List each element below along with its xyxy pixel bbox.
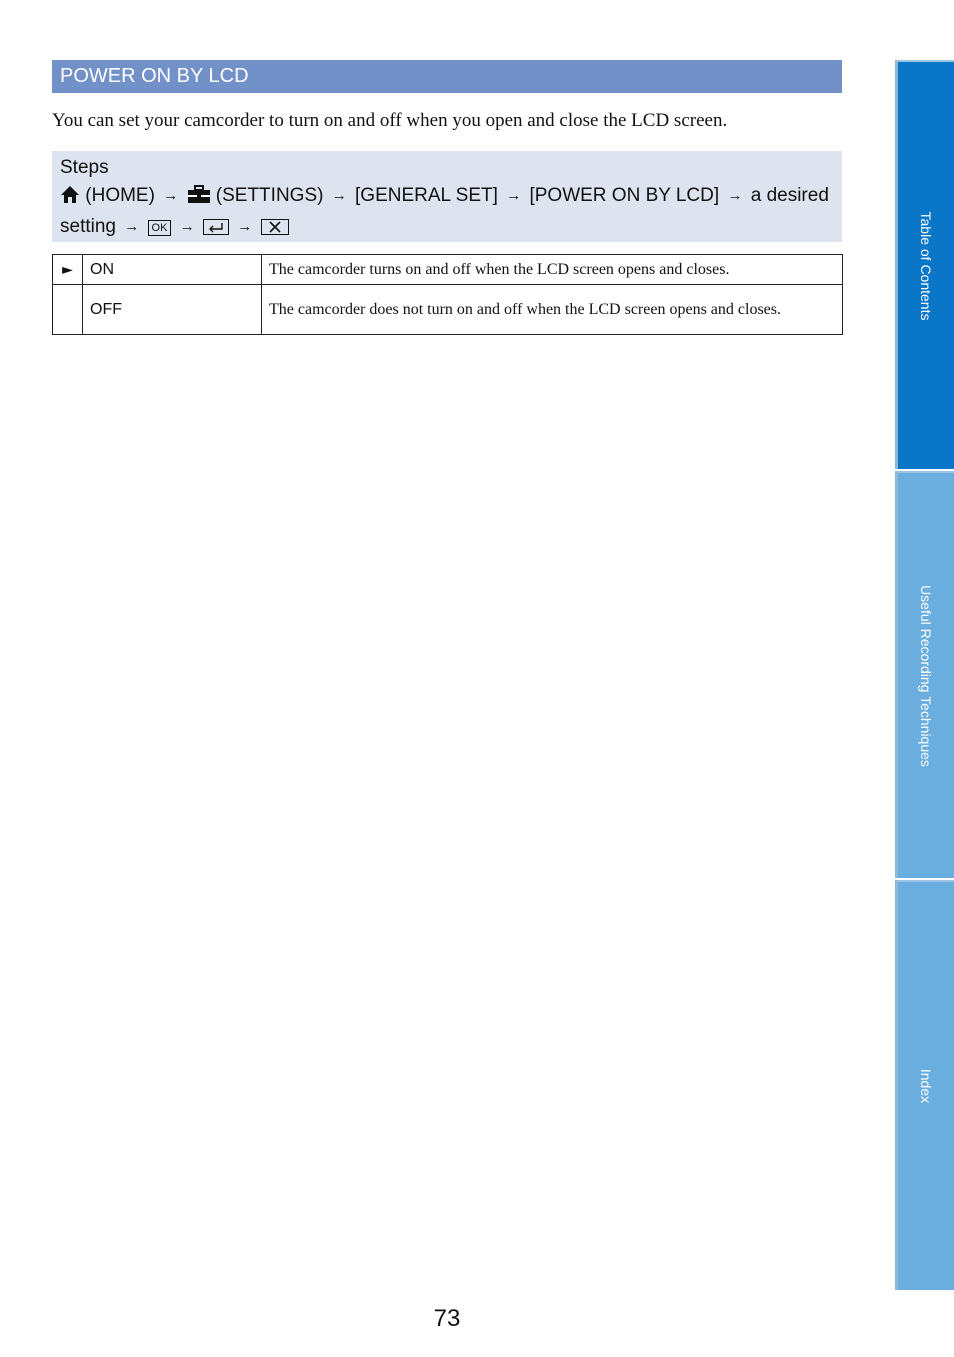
steps-title: Steps <box>60 157 109 178</box>
general-set-label: [GENERAL SET] <box>355 185 498 206</box>
settings-toolbox-icon <box>187 185 211 213</box>
page-number: 73 <box>433 1305 461 1332</box>
tab-index[interactable] <box>895 880 954 1290</box>
settings-label: (SETTINGS) <box>215 185 324 206</box>
option-name: ON <box>83 255 262 285</box>
table-row <box>53 285 843 335</box>
table-row <box>53 255 843 285</box>
tab-useful-recording-techniques[interactable] <box>895 471 954 878</box>
steps-box <box>52 151 842 242</box>
arrow-icon: → <box>506 187 522 204</box>
close-icon <box>261 216 289 244</box>
arrow-icon: → <box>727 187 743 204</box>
tab-label: Table of Contents <box>918 211 934 320</box>
tab-label: Index <box>918 1068 934 1104</box>
power-on-by-lcd-label: [POWER ON BY LCD] <box>529 185 720 206</box>
option-description: The camcorder turns on and off when the LCD screen opens and closes. <box>262 255 843 285</box>
tab-label: Useful Recording Techniques <box>918 584 934 767</box>
arrow-icon: → <box>124 218 140 235</box>
arrow-icon: → <box>331 187 347 204</box>
arrow-icon: → <box>163 187 179 204</box>
options-table <box>52 254 843 335</box>
return-icon <box>203 216 229 244</box>
intro-text: You can set your camcorder to turn on and off when you open and close the LCD screen. <box>52 110 728 131</box>
arrow-icon: → <box>179 218 195 235</box>
desired-setting-text: a desired <box>750 185 829 206</box>
default-marker-icon <box>53 285 83 335</box>
arrow-icon: → <box>237 218 253 235</box>
default-marker-icon: ► <box>53 255 83 285</box>
steps-line-2 <box>60 213 834 244</box>
home-label: (HOME) <box>85 185 155 206</box>
option-name: OFF <box>83 285 262 335</box>
option-description: The camcorder does not turn on and off when the LCD screen opens and closes. <box>262 285 843 335</box>
home-icon <box>60 185 80 213</box>
ok-button-icon: OK <box>148 220 172 236</box>
steps-line-1 <box>60 182 834 213</box>
section-title: POWER ON BY LCD <box>52 60 842 93</box>
desired-setting-text-2: setting <box>60 216 116 237</box>
tab-table-of-contents[interactable] <box>895 60 954 469</box>
